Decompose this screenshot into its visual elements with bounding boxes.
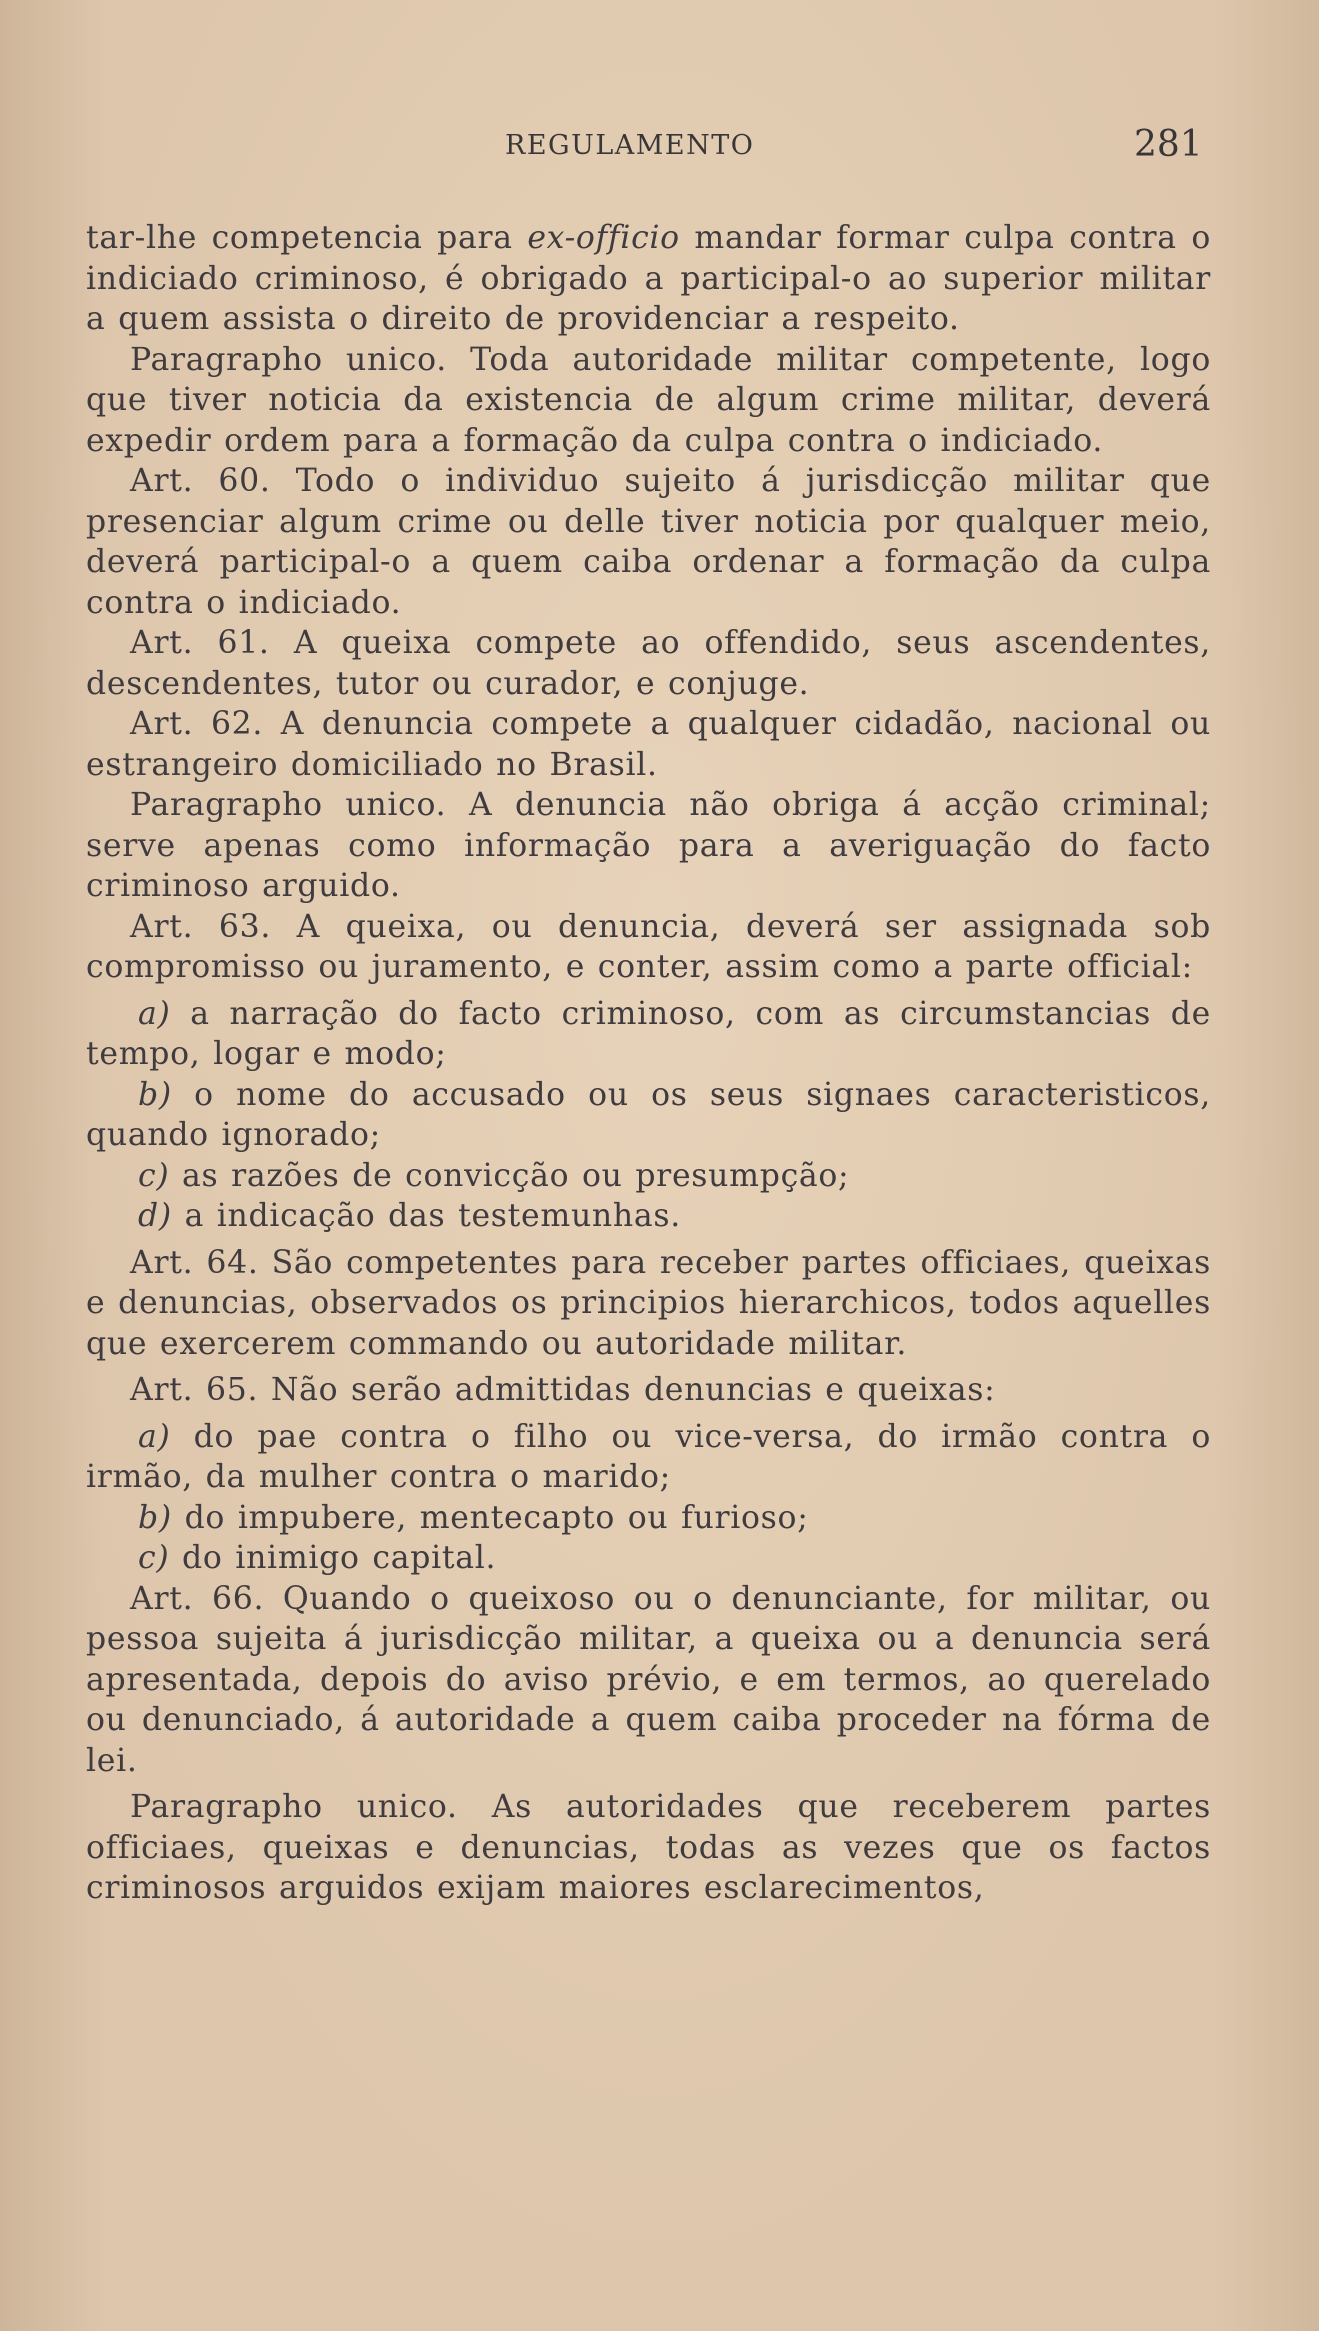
article-62: Art. 62. A denuncia compete a qualquer cidadão, nacional ou estrangeiro domiciliado no Brasil. xyxy=(86,706,1211,783)
paragraph-continuation: tar-lhe competencia para ex-officio mandar formar culpa contra o indiciado criminoso, é obrigado a participal-o ao superior militar a quem assista o direito de providenciar a respeito. xyxy=(86,220,1211,337)
body-text xyxy=(86,218,1211,1909)
list-item: b) do impubere, mentecapto ou furioso; xyxy=(138,1499,809,1536)
running-header: REGULAMENTO xyxy=(505,130,755,161)
article-60: Art. 60. Todo o individuo sujeito á jurisdicção militar que presenciar algum crime ou delle tiver noticia por qualquer meio, deverá participal-o a quem caiba ordenar a formação da culpa contra o indiciado. xyxy=(86,463,1211,621)
latin-term: ex-officio xyxy=(527,220,680,256)
article-64: Art. 64. São competentes para receber partes officiaes, queixas e denuncias, observados os principios hierarchicos, todos aquelles que exercerem commando ou autoridade militar. xyxy=(86,1244,1211,1362)
article-61: Art. 61. A queixa compete ao offendido, seus ascendentes, descendentes, tutor ou curador, e conjuge. xyxy=(86,625,1211,702)
article-66: Art. 66. Quando o queixoso ou o denunciante, for militar, ou pessoa sujeita á jurisdicção militar, a queixa ou a denuncia será apresentada, depois do aviso prévio, e em termos, ao querelado ou denunciado, á autoridade a quem caiba proceder na fórma de lei. xyxy=(86,1580,1211,1779)
list-item: b) o nome do accusado ou os seus signaes caracteristicos, quando ignorado; xyxy=(86,1076,1211,1153)
paragrapho-unico: Paragrapho unico. Toda autoridade militar competente, logo que tiver noticia da existencia de algum crime militar, deverá expedir ordem para a formação da culpa contra o indiciado. xyxy=(86,341,1211,459)
article-65: Art. 65. Não serão admittidas denuncias e queixas: xyxy=(130,1372,996,1408)
list-item: a) a narração do facto criminoso, com as circumstancias de tempo, logar e modo; xyxy=(86,995,1211,1072)
page-number: 281 xyxy=(1134,124,1203,165)
paragrapho-unico: Paragrapho unico. A denuncia não obriga á acção criminal; serve apenas como informação para a averiguação do facto criminoso arguido. xyxy=(86,787,1211,904)
list-item: d) a indicação das testemunhas. xyxy=(138,1198,681,1234)
list-item: a) do pae contra o filho ou vice-versa, do irmão contra o irmão, da mulher contra o marido; xyxy=(86,1418,1211,1495)
article-63: Art. 63. A queixa, ou denuncia, deverá ser assignada sob compromisso ou juramento, e conter, assim como a parte official: xyxy=(86,908,1211,985)
paragrapho-unico: Paragrapho unico. As autoridades que receberem partes officiaes, queixas e denuncias, todas as vezes que os factos criminosos arguidos exijam maiores esclarecimentos, xyxy=(86,1789,1211,1906)
list-item: c) do inimigo capital. xyxy=(138,1540,497,1576)
list-item: c) as razões de convicção ou presumpção; xyxy=(138,1157,850,1194)
